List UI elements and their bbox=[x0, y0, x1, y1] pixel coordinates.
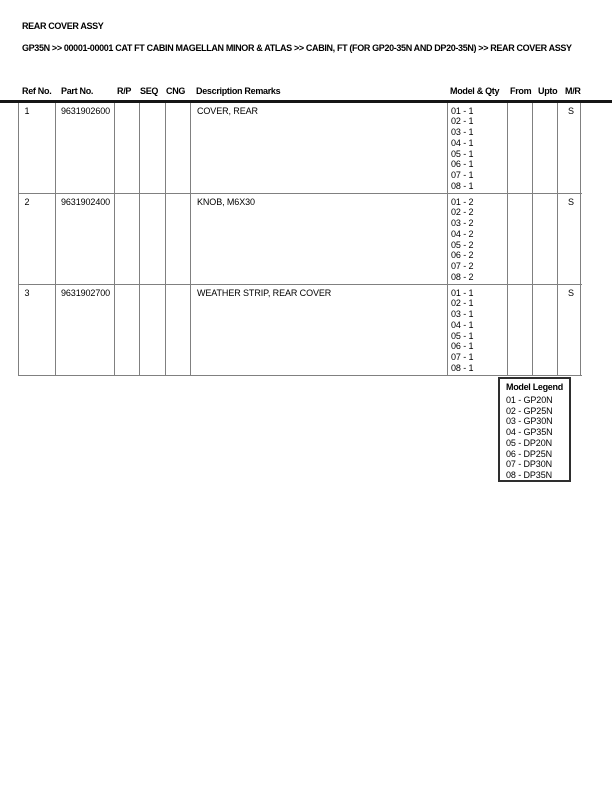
cell-cng bbox=[165, 194, 190, 284]
table-row bbox=[18, 194, 583, 285]
cell-ref-no: 1 bbox=[18, 103, 56, 193]
model-qty-line: 07 - 1 bbox=[451, 352, 474, 362]
model-qty-line: 05 - 1 bbox=[451, 148, 474, 159]
cell-upto bbox=[532, 194, 557, 284]
cell-from bbox=[507, 194, 532, 284]
cell-rp bbox=[114, 103, 139, 193]
model-legend-box bbox=[498, 377, 571, 482]
cell-part-no: 9631902400 bbox=[55, 194, 114, 284]
model-qty-line: 01 - 2 bbox=[451, 196, 474, 207]
model-legend-item: 04 - GP35N bbox=[506, 427, 553, 438]
model-qty-line: 02 - 1 bbox=[451, 298, 474, 309]
model-legend-items bbox=[506, 395, 569, 481]
cell-cng bbox=[165, 285, 190, 375]
cell-model-qty bbox=[447, 194, 507, 284]
model-qty-line: 06 - 1 bbox=[451, 159, 474, 170]
model-qty-line: 07 - 2 bbox=[451, 261, 474, 271]
model-qty-line: 08 - 1 bbox=[451, 362, 474, 373]
model-qty-line: 02 - 2 bbox=[451, 207, 474, 218]
model-legend-item: 06 - DP25N bbox=[506, 448, 553, 459]
cell-rp bbox=[114, 285, 139, 375]
model-qty-line: 07 - 1 bbox=[451, 170, 474, 180]
page-title: REAR COVER ASSY bbox=[22, 21, 104, 31]
cell-part-no: 9631902700 bbox=[55, 285, 114, 375]
cell-upto bbox=[532, 285, 557, 375]
column-header-mr: M/R bbox=[565, 86, 581, 96]
model-qty-line: 08 - 2 bbox=[451, 271, 474, 282]
cell-mr: S bbox=[557, 103, 581, 193]
model-qty-line: 04 - 2 bbox=[451, 228, 474, 239]
column-header-description: Description Remarks bbox=[196, 86, 281, 96]
cell-ref-no: 3 bbox=[18, 285, 56, 375]
column-header-cng: CNG bbox=[166, 86, 186, 96]
model-qty-line: 04 - 1 bbox=[451, 319, 474, 330]
cell-upto bbox=[532, 103, 557, 193]
cell-description: COVER, REAR bbox=[190, 103, 447, 193]
column-header-ref-no: Ref No. bbox=[22, 86, 52, 96]
table-row bbox=[18, 285, 583, 376]
model-qty-line: 04 - 1 bbox=[451, 137, 474, 148]
cell-seq bbox=[139, 194, 165, 284]
cell-seq bbox=[139, 285, 165, 375]
cell-description: WEATHER STRIP, REAR COVER bbox=[190, 285, 447, 375]
model-qty-line: 03 - 1 bbox=[451, 309, 474, 319]
cell-from bbox=[507, 285, 532, 375]
cell-model-qty bbox=[447, 103, 507, 193]
model-legend-item: 08 - DP35N bbox=[506, 469, 553, 480]
cell-seq bbox=[139, 103, 165, 193]
column-header-upto: Upto bbox=[538, 86, 558, 96]
model-legend-item: 05 - DP20N bbox=[506, 437, 553, 448]
column-header-seq: SEQ bbox=[140, 86, 159, 96]
model-legend-title: Model Legend bbox=[506, 382, 563, 392]
cell-part-no: 9631902600 bbox=[55, 103, 114, 193]
model-qty-line: 01 - 1 bbox=[451, 287, 474, 298]
model-legend-item: 07 - DP30N bbox=[506, 459, 553, 470]
column-header-rp: R/P bbox=[117, 86, 132, 96]
model-qty-line: 02 - 1 bbox=[451, 116, 474, 127]
breadcrumb: GP35N >> 00001-00001 CAT FT CABIN MAGELLAN MINOR & ATLAS >> CABIN, FT (FOR GP20-35N AND DP20-35N) >> REAR COVER ASSY bbox=[22, 43, 572, 53]
cell-model-qty bbox=[447, 285, 507, 375]
parts-table bbox=[18, 103, 583, 376]
cell-from bbox=[507, 103, 532, 193]
cell-rp bbox=[114, 194, 139, 284]
table-row bbox=[18, 103, 583, 194]
cell-ref-no: 2 bbox=[18, 194, 56, 284]
column-header-part-no: Part No. bbox=[61, 86, 94, 96]
model-qty-line: 01 - 1 bbox=[451, 105, 474, 116]
model-qty-line: 08 - 1 bbox=[451, 180, 474, 191]
model-qty-line: 05 - 2 bbox=[451, 239, 474, 250]
model-qty-line: 03 - 1 bbox=[451, 127, 474, 137]
column-header-from: From bbox=[510, 86, 532, 96]
column-header-model-qty: Model & Qty bbox=[450, 86, 500, 96]
cell-cng bbox=[165, 103, 190, 193]
model-qty-line: 06 - 2 bbox=[451, 250, 474, 261]
model-legend-item: 02 - GP25N bbox=[506, 405, 553, 416]
model-qty-line: 06 - 1 bbox=[451, 341, 474, 352]
model-qty-line: 03 - 2 bbox=[451, 218, 474, 228]
model-qty-line: 05 - 1 bbox=[451, 330, 474, 341]
model-legend-item: 03 - GP30N bbox=[506, 416, 553, 427]
model-legend-item: 01 - GP20N bbox=[506, 395, 553, 405]
cell-description: KNOB, M6X30 bbox=[190, 194, 447, 284]
cell-mr: S bbox=[557, 285, 581, 375]
cell-mr: S bbox=[557, 194, 581, 284]
